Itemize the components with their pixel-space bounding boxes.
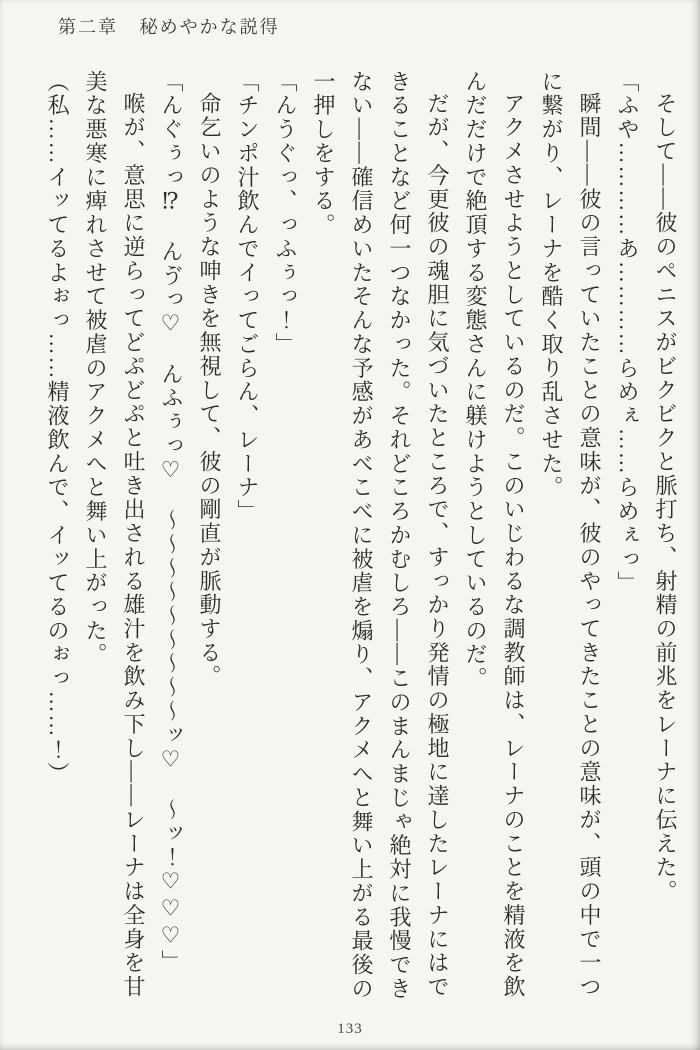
paragraph: アクメさせようとしているのだ。このいじわるな調教師は、レーナのことを精液を飲んだだけで絶頂する変態さんに躾けようとしているのだ。 xyxy=(463,70,526,1000)
paragraph: 命乞いのような呻きを無視して、彼の剛直が脈動する。 xyxy=(197,92,222,689)
running-head xyxy=(58,13,280,39)
paragraph: （私……イッてるよぉっ……精液飲んで、イッてるのぉっ……！） xyxy=(45,70,70,787)
page-number: 133 xyxy=(337,1021,363,1037)
paragraph: だが、今更彼の魂胆に気づいたところで、すっかり発情の極地に達したレーナにはできることなど何一つなかった。それどころかむしろ――このまんまじゃ絶対に我慢できない――確信めいたそんな予感があべこべに被虐を煽り、アクメへと舞い上がる最後の一押しをする。 xyxy=(311,70,450,1001)
chapter-title: 秘めやかな説得 xyxy=(139,17,280,37)
paragraph: そして――彼のペニスがビクビクと脈打ち、射精の前兆をレーナに伝えた。 xyxy=(653,92,678,904)
chapter-label: 第二章 xyxy=(58,17,118,37)
body-text xyxy=(32,70,684,1012)
paragraph: 喉が、意思に逆らってどぷどぷと吐き出される雄汁を飲み下し――レーナは全身を甘美な悪寒に痺れさせて被虐のアクメへと舞い上がった。 xyxy=(83,70,146,1000)
paragraph: 「チンポ汁飲んでイってごらん、レーナ」 xyxy=(235,70,260,524)
paragraph: 「んぐぅっ⁉ んゔっ♡ んふぅっ♡ 〜〜〜〜〜〜〜〜〜ッ♡ 〜ッ！♡♡♡」 xyxy=(159,70,184,975)
paragraph: 瞬間――彼の言っていたことの意味が、彼のやってきたことの意味が、頭の中で一つに繋がり、レーナを酷く取り乱させた。 xyxy=(539,70,602,1000)
paragraph: 「んうぐっ、っふぅっ！」 xyxy=(273,70,298,357)
paragraph: 「ふや…………あ…………らめぇ……らめぇっ」 xyxy=(615,70,640,596)
